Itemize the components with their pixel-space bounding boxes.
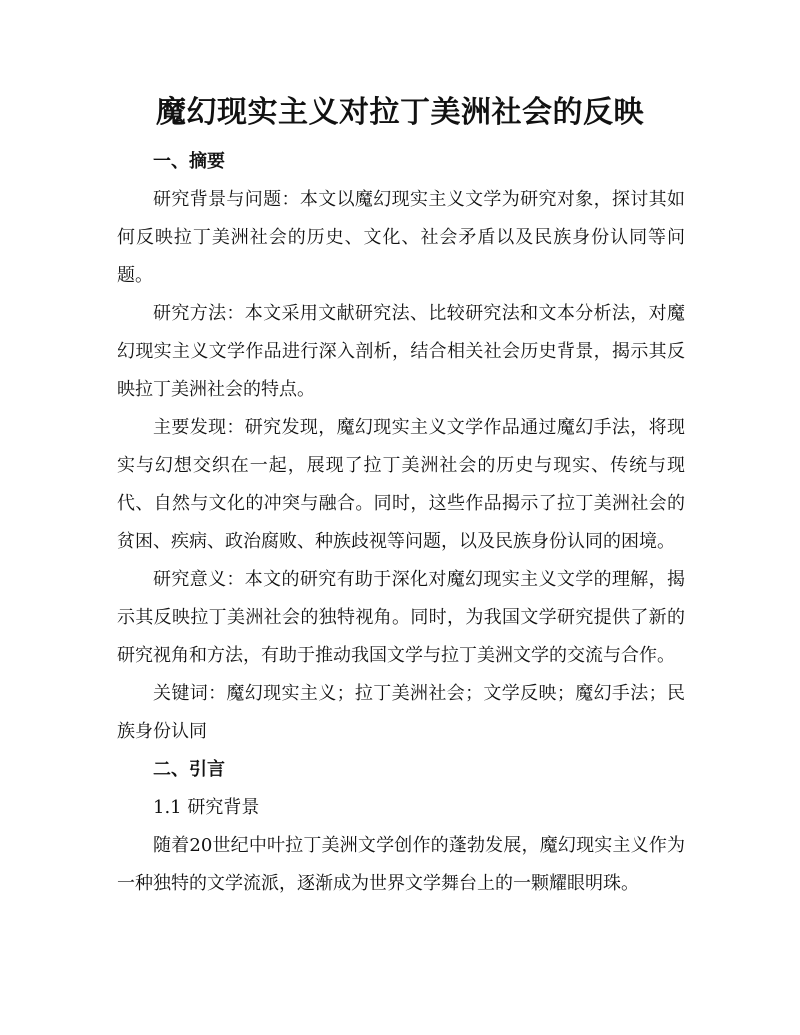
document-title: 魔幻现实主义对拉丁美洲社会的反映 (156, 95, 644, 130)
document-body (117, 143, 685, 903)
abstract-keywords-paragraph: 关键词：魔幻现实主义；拉丁美洲社会；文学反映；魔幻手法；民族身份认同 (117, 683, 685, 742)
abstract-methods-paragraph: 研究方法：本文采用文献研究法、比较研究法和文本分析法，对魔幻现实主义文学作品进行深入剖析，结合相关社会历史背景，揭示其反映拉丁美洲社会的特点。 (117, 303, 685, 400)
abstract-significance-paragraph: 研究意义：本文的研究有助于深化对魔幻现实主义文学的理解，揭示其反映拉丁美洲社会的独特视角。同时，为我国文学研究提供了新的研究视角和方法，有助于推动我国文学与拉丁美洲文学的交流与合作。 (117, 569, 685, 666)
abstract-findings-paragraph: 主要发现：研究发现，魔幻现实主义文学作品通过魔幻手法，将现实与幻想交织在一起，展现了拉丁美洲社会的历史与现实、传统与现代、自然与文化的冲突与融合。同时，这些作品揭示了拉丁美洲社会的贫困、疾病、政治腐败、种族歧视等问题，以及民族身份认同的困境。 (117, 417, 685, 552)
introduction-paragraph: 随着20世纪中叶拉丁美洲文学创作的蓬勃发展，魔幻现实主义作为一种独特的文学流派，逐渐成为世界文学舞台上的一颗耀眼明珠。 (117, 835, 685, 894)
section-heading-introduction: 二、引言 (153, 759, 225, 780)
section-heading-abstract: 一、摘要 (153, 151, 225, 172)
subsection-heading-background: 1.1 研究背景 (153, 797, 260, 818)
abstract-background-paragraph: 研究背景与问题：本文以魔幻现实主义文学为研究对象，探讨其如何反映拉丁美洲社会的历史、文化、社会矛盾以及民族身份认同等问题。 (117, 189, 685, 286)
